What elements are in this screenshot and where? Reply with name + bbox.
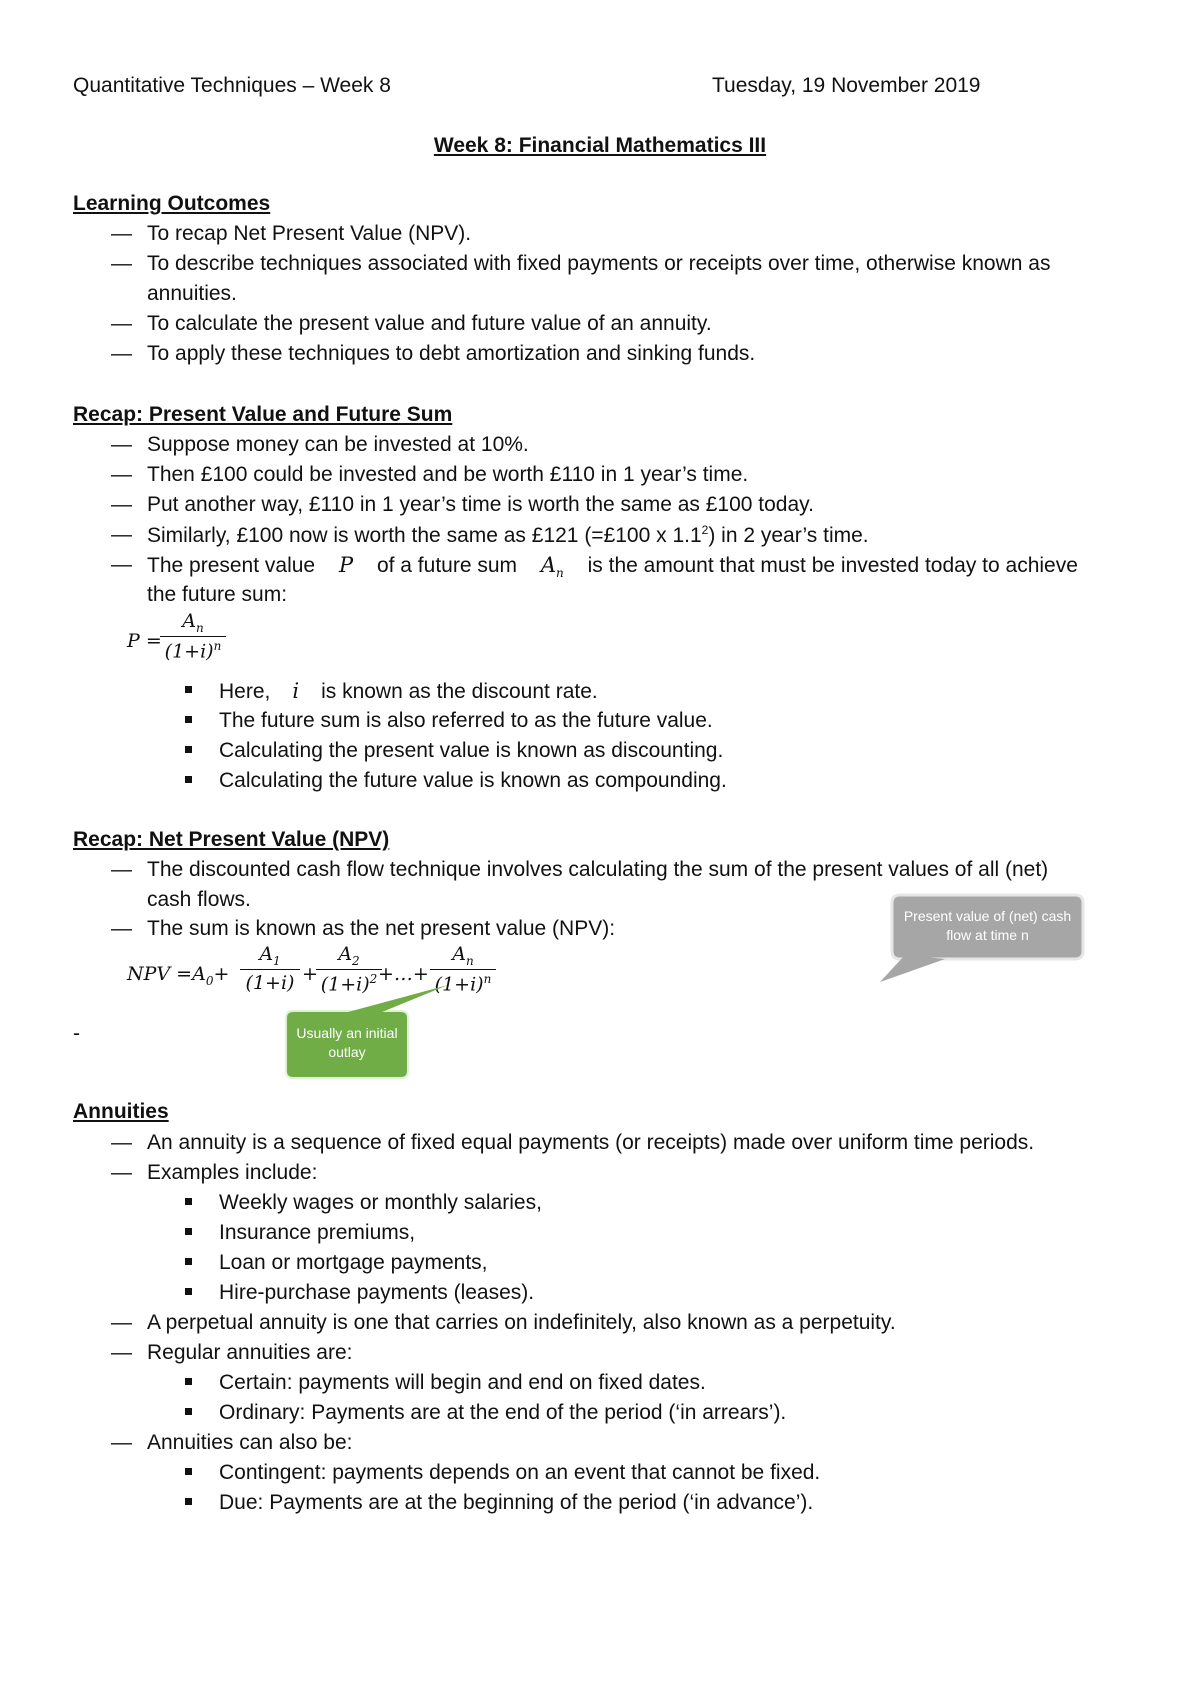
pv-formula-lhs: P = [127, 630, 162, 652]
npv-formula-lhs: NPV $=A_0+$ [127, 963, 230, 988]
annuities-heading: Annuities [73, 1100, 169, 1123]
list-item-continuation: the future sum: [147, 583, 288, 606]
npv-term-n: $A_n$ $(1+i)^n$ [430, 943, 496, 995]
list-item-continuation: cash flows. [147, 888, 251, 911]
header-date: Tuesday, 19 November 2019 [712, 74, 981, 97]
npv-ellipsis: +…+ [378, 963, 429, 985]
pv-formula-fraction: $A_n$ $(1+i)^n$ [160, 610, 226, 662]
npv-plus: + [302, 963, 318, 985]
list-item-continuation: annuities. [147, 282, 237, 305]
recap-npv-heading: Recap: Net Present Value (NPV) [73, 828, 390, 851]
callout-present-value: Present value of (net) cash flow at time n [903, 908, 1072, 943]
document-page: Quantitative Techniques – Week 8 Tuesday, 19 November 2019 Week 8: Financial Mathematics III Learning Outcomes To recap Net Present Value (NPV). To describe techniques associated with fixed payments or receipts over time, otherwise known as annuities. To calculate the present value and future value of an annuity. To apply these techniques to debt amortization and sinking funds. Recap: Present Value and Future Sum Suppose money can be invested at 10%. Then £100 could be invested and be worth £110 in 1 year’s time. Put another way, £110 in 1 year’s time is worth the same as £100 today. Similarly, £100 now is worth the same as £121 (=£100 x $1.1^2$) in 2 year’s time. The present value P of a future sum $A_n$ is the amount that must be invested today to achieve the future sum: P = $A_n$ $(1+i)^n$ Here, i is known as the discount rate. The future sum is also referred to as the future value. Calculating the present value is known as discounting. Calculating the future value is known as compounding. Recap: Net Present Value (NPV) The discounted cash flow technique involves calculating the sum of the present values of all (net) cash flows. The sum is known as the net present value (NPV): NPV $=A_0+$ $A_1$ (1+i) + $A_2$ $(1+i)^2$ +…+ $A_n$ $(1+i)^n$ - Present value of (net) cash flow at time n Usually an initial outlay Annuities An annuity is a sequence of fixed equal payments (or receipts) made over uniform time periods. Examples include: Weekly wages or monthly salaries, Insurance premiums, Loan or mortgage payments, Hire-purchase payments (leases). A perpetual annuity is one that carries on indefinitely, also known as a perpetuity. Regular annuities are: Certain: payments will begin and end on fixed dates. Ordinary: Payments are at the end of the period (‘in arrears’). Annuities can also be: Contingent: payments depends on an event that cannot be fixed. Due: Payments are at the beginning of the period (‘in advance’). [0, 0, 1200, 1698]
stray-dash: - [73, 1022, 80, 1045]
page-title: Week 8: Financial Mathematics III [433, 134, 767, 157]
learning-outcomes-heading: Learning Outcomes [73, 192, 271, 215]
callout-initial-outlay: Usually an initial outlay [296, 1025, 398, 1060]
recap-pv-heading: Recap: Present Value and Future Sum [73, 403, 453, 426]
npv-term-1: $A_1$ (1+i) [240, 943, 300, 994]
header-course: Quantitative Techniques – Week 8 [73, 74, 391, 97]
npv-term-2: $A_2$ $(1+i)^2$ [316, 943, 382, 995]
